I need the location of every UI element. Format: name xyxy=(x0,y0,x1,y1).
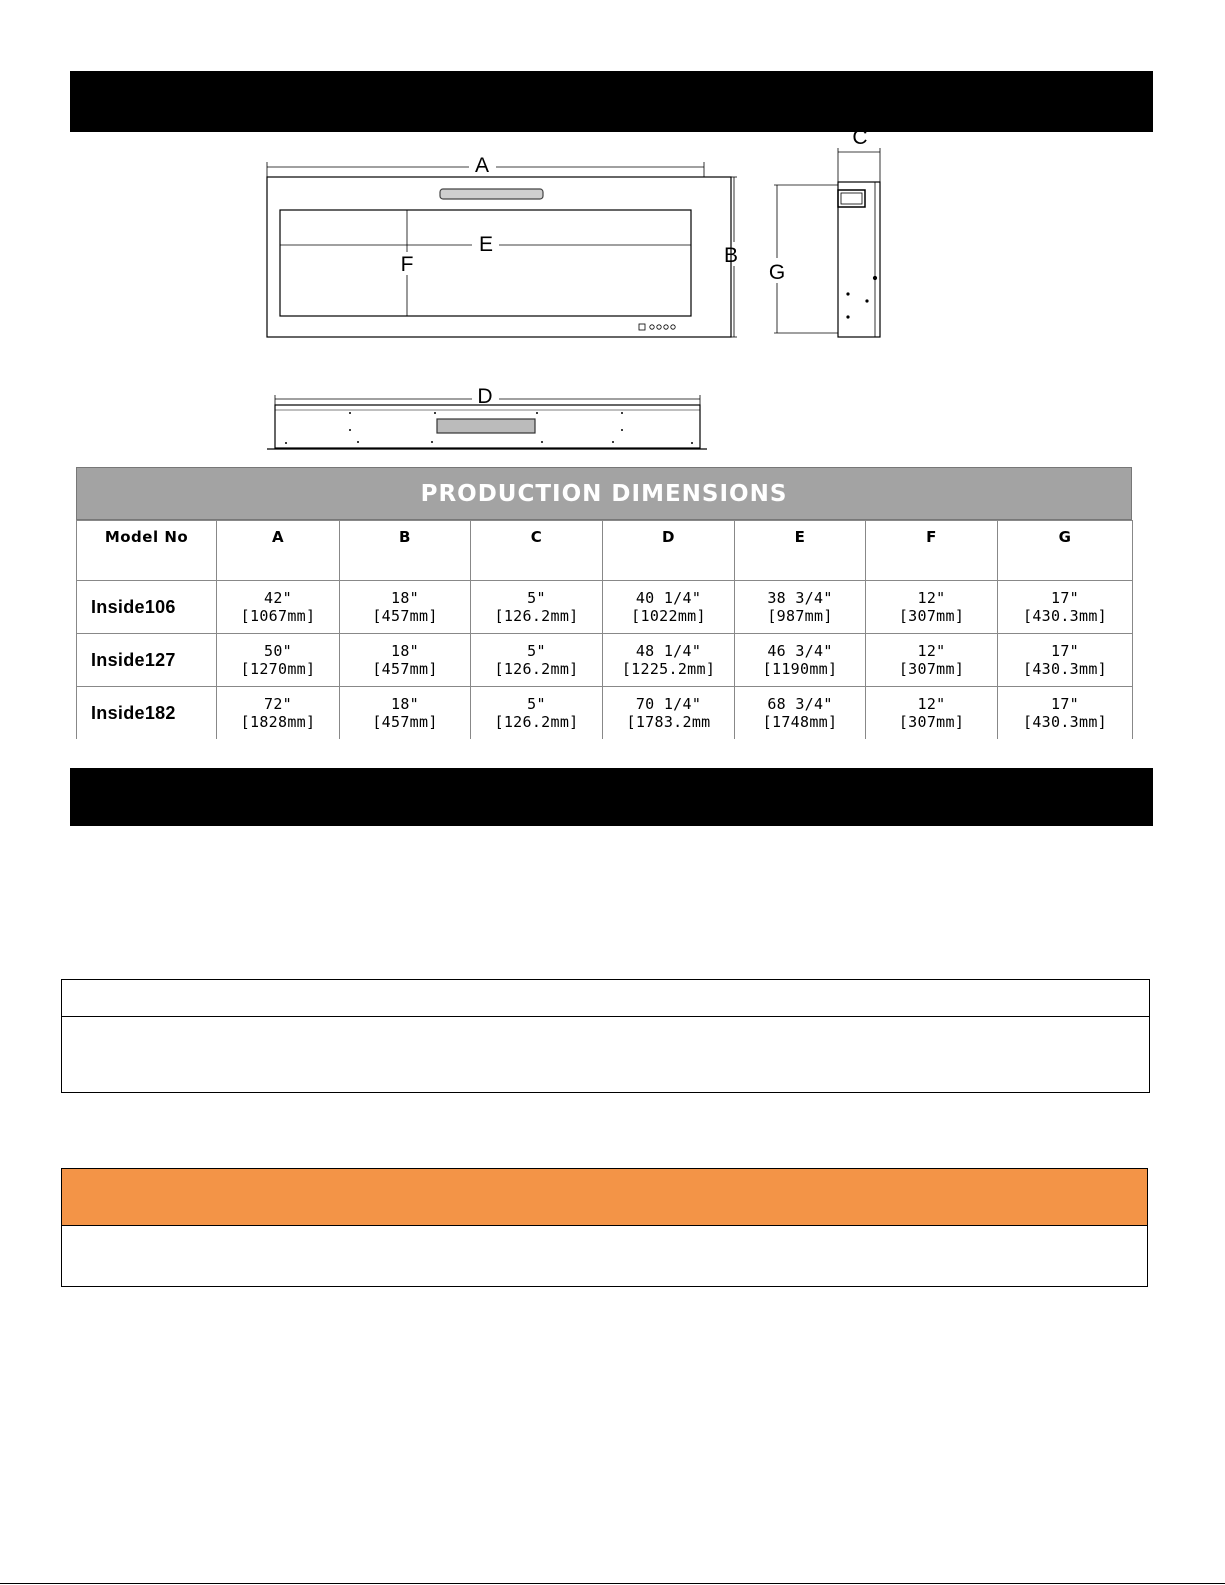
dimension-cell xyxy=(998,634,1133,687)
dimension-inches: 12" xyxy=(917,589,946,607)
dimension-inches: 50" xyxy=(264,642,292,660)
dimension-inches: 17" xyxy=(1051,589,1079,607)
dimension-mm: [126.2mm] xyxy=(494,660,579,678)
dimension-cell xyxy=(340,634,471,687)
table-row xyxy=(77,581,1133,634)
top-view-vent xyxy=(437,419,535,433)
dimension-inches: 38 3/4" xyxy=(767,589,833,607)
dimension-mm: [307mm] xyxy=(898,660,965,678)
dimension-label-b: B xyxy=(723,244,739,267)
dimension-inches: 70 1/4" xyxy=(635,695,702,713)
dimension-inches: 17" xyxy=(1051,695,1079,713)
dimension-inches: 5" xyxy=(527,695,546,713)
dimension-mm: [987mm] xyxy=(767,607,833,625)
dimension-inches: 48 1/4" xyxy=(635,642,702,660)
header-model-no: Model No xyxy=(77,521,217,581)
dimension-cell xyxy=(471,581,603,634)
dimension-mm: [1270mm] xyxy=(240,660,316,678)
dimension-inches: 5" xyxy=(527,642,546,660)
table-row xyxy=(77,687,1133,740)
dimension-inches: 42" xyxy=(264,589,292,607)
dimension-cell xyxy=(998,581,1133,634)
dimension-mm: [307mm] xyxy=(898,607,965,625)
dimension-label-f: F xyxy=(400,253,414,276)
side-view-body xyxy=(838,182,880,337)
dimension-cell xyxy=(866,634,998,687)
dimension-inches: 68 3/4" xyxy=(767,695,833,713)
production-dimensions-table xyxy=(76,467,1132,739)
header-f: F xyxy=(866,521,998,581)
dimension-mm: [307mm] xyxy=(898,713,965,731)
dimension-cell xyxy=(866,687,998,740)
dimension-inches: 12" xyxy=(917,642,946,660)
dimension-mm: [1828mm] xyxy=(240,713,316,731)
dimension-mm: [430.3mm] xyxy=(1023,713,1107,731)
dimension-mm: [457mm] xyxy=(372,713,438,731)
dimension-cell xyxy=(217,581,340,634)
model-no-cell: Inside106 xyxy=(77,581,217,634)
dimension-mm: [430.3mm] xyxy=(1023,607,1107,625)
dimension-label-a: A xyxy=(474,154,490,177)
model-no-cell: Inside127 xyxy=(77,634,217,687)
dimension-cell xyxy=(603,634,735,687)
dimension-mm: [1022mm] xyxy=(631,607,706,625)
dimension-cell xyxy=(735,634,866,687)
dimension-cell xyxy=(471,634,603,687)
header-c: C xyxy=(471,521,603,581)
caution-header xyxy=(62,1169,1147,1226)
dimension-inches: 46 3/4" xyxy=(767,642,833,660)
dimension-cell xyxy=(603,581,735,634)
dimension-inches: 18" xyxy=(391,695,419,713)
front-view-screen xyxy=(280,210,691,316)
dimension-cell xyxy=(471,687,603,740)
dimension-inches: 12" xyxy=(917,695,946,713)
dimension-inches: 40 1/4" xyxy=(635,589,702,607)
dimension-label-c: C xyxy=(852,126,868,149)
dimension-cell xyxy=(217,687,340,740)
dimension-cell xyxy=(866,581,998,634)
dimension-label-d: D xyxy=(477,385,493,408)
dimension-cell xyxy=(735,687,866,740)
dimension-inches: 18" xyxy=(391,642,419,660)
info-box xyxy=(61,979,1150,1093)
page-bottom-rule xyxy=(0,1583,1225,1584)
front-view-body xyxy=(267,177,731,337)
header-b: B xyxy=(340,521,471,581)
dimension-cell xyxy=(735,581,866,634)
dimension-mm: [457mm] xyxy=(372,660,438,678)
dimension-mm: [1190mm] xyxy=(762,660,838,678)
dimension-inches: 18" xyxy=(391,589,419,607)
section-header-bar-top xyxy=(70,71,1153,132)
header-d: D xyxy=(603,521,735,581)
dimension-cell xyxy=(217,634,340,687)
dimension-mm: [126.2mm] xyxy=(494,713,579,731)
header-e: E xyxy=(735,521,866,581)
caution-box xyxy=(61,1168,1148,1287)
info-box-divider xyxy=(62,1016,1149,1017)
model-no-cell: Inside182 xyxy=(77,687,217,740)
header-g: G xyxy=(998,521,1133,581)
dimension-label-e: E xyxy=(478,233,494,256)
dimension-cell xyxy=(340,581,471,634)
dimension-mm: [1783.2mm xyxy=(626,713,711,731)
dimension-mm: [1225.2mm] xyxy=(621,660,716,678)
dimension-mm: [1067mm] xyxy=(240,607,316,625)
dimension-mm: [430.3mm] xyxy=(1023,660,1107,678)
dimension-inches: 17" xyxy=(1051,642,1079,660)
section-header-bar-middle xyxy=(70,768,1153,826)
dimension-mm: [1748mm] xyxy=(762,713,838,731)
product-dimension-drawings xyxy=(0,0,1225,460)
dimension-mm: [457mm] xyxy=(372,607,438,625)
dimension-cell xyxy=(603,687,735,740)
top-view-body xyxy=(275,405,700,448)
dimension-cell xyxy=(998,687,1133,740)
dimension-inches: 5" xyxy=(527,589,546,607)
dimension-inches: 72" xyxy=(264,695,292,713)
table-header-row xyxy=(77,521,1133,581)
dimension-label-g: G xyxy=(768,261,786,284)
table-row xyxy=(77,634,1133,687)
dimension-cell xyxy=(340,687,471,740)
dimension-mm: [126.2mm] xyxy=(494,607,579,625)
header-a: A xyxy=(217,521,340,581)
front-view-vent xyxy=(440,189,543,199)
table-title: PRODUCTION DIMENSIONS xyxy=(76,467,1132,520)
